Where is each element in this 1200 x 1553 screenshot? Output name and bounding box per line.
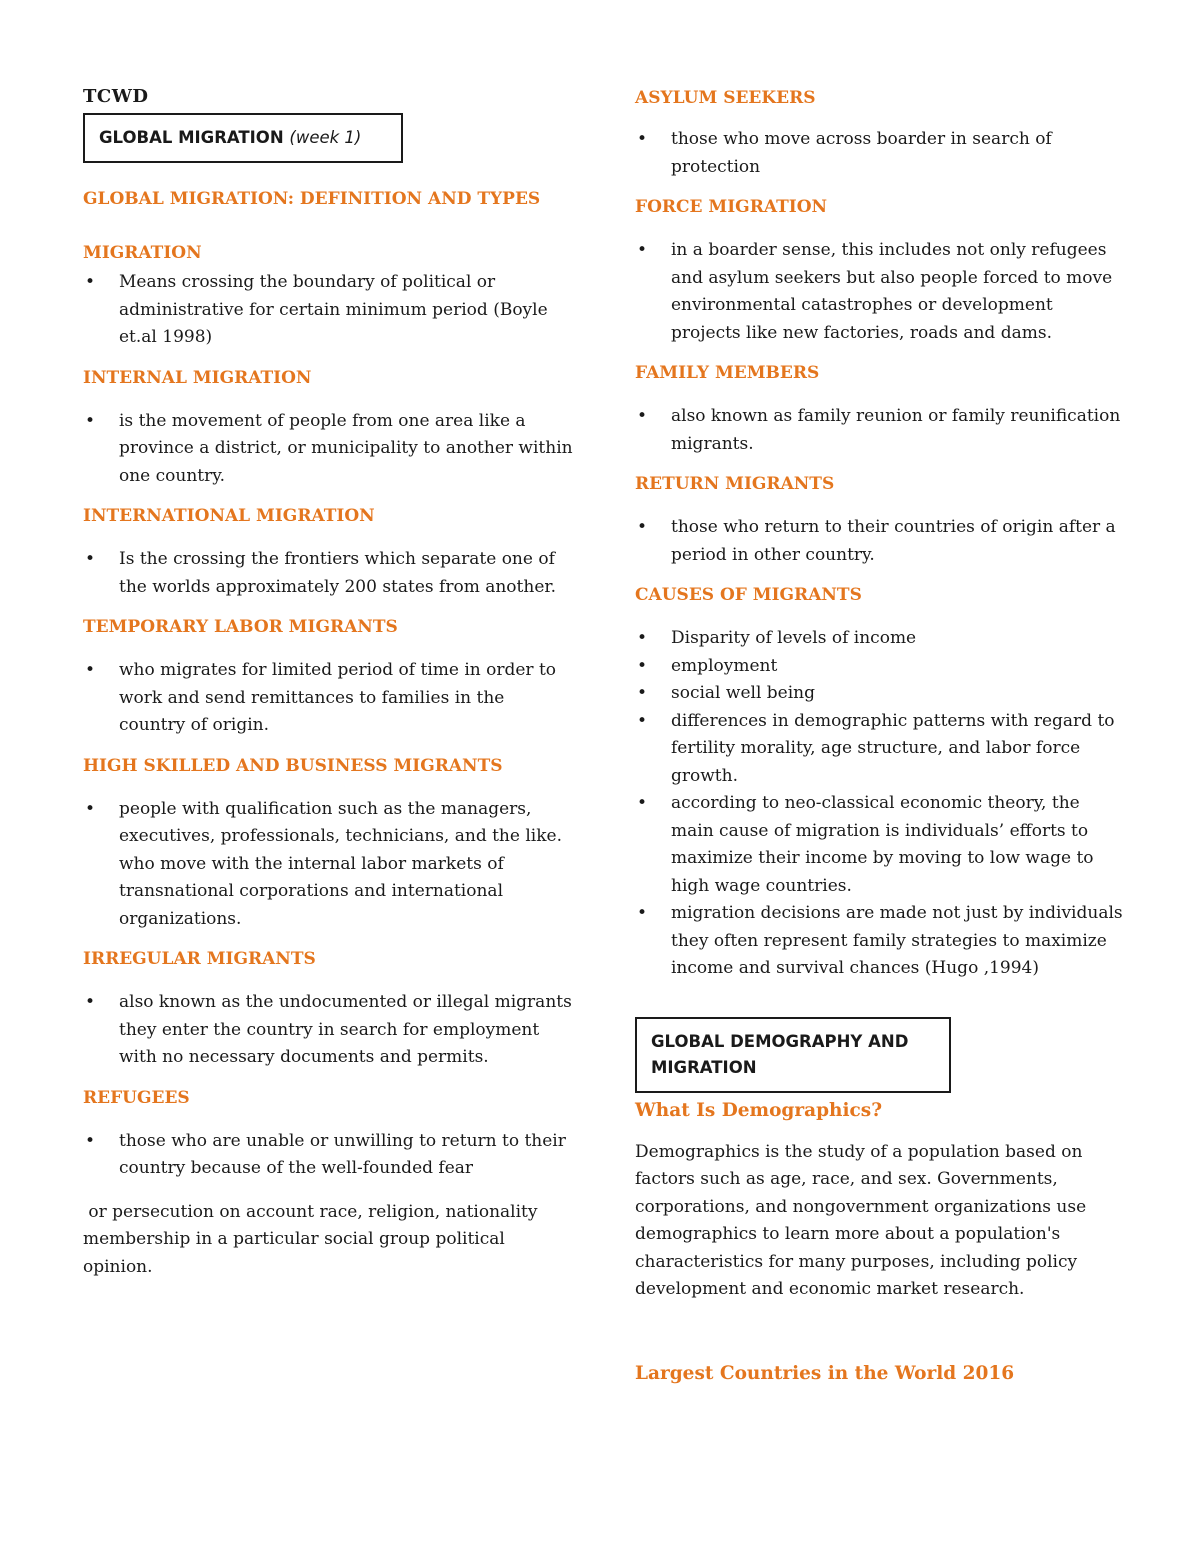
heading-family-members: FAMILY MEMBERS — [635, 363, 820, 383]
list-item: • Is the crossing the frontiers which separate one of the worlds approximately 200 states from another. — [83, 546, 573, 601]
list-item: • Disparity of levels of income — [635, 625, 1125, 653]
list-irregular-migrants — [83, 989, 573, 1072]
heading-internal-migration: INTERNAL MIGRATION — [83, 367, 312, 388]
list-high-skilled-migrants — [83, 796, 573, 934]
list-item: • those who return to their countries of origin after a period in other country. — [635, 514, 1125, 569]
box-subtitle: (week 1) — [289, 128, 362, 147]
document-code: TCWD — [83, 86, 149, 107]
list-item: • social well being — [635, 680, 1125, 708]
heading-migration: MIGRATION — [83, 243, 202, 263]
list-return-migrants — [635, 514, 1125, 569]
heading-refugees: REFUGEES — [83, 1087, 190, 1108]
list-international-migration — [83, 546, 573, 601]
main-heading: GLOBAL MIGRATION: DEFINITION AND TYPES — [83, 189, 541, 209]
list-temporary-labor-migrants — [83, 657, 573, 740]
list-force-migration — [635, 237, 1125, 347]
heading-largest-countries: Largest Countries in the World 2016 — [635, 1362, 1015, 1384]
heading-what-is-demographics: What Is Demographics? — [635, 1099, 883, 1121]
list-item: • according to neo-classical economic theory, the main cause of migration is individuals’ efforts to maximize their income by moving to low wage to high wage countries. — [635, 790, 1125, 900]
list-family-members — [635, 403, 1125, 458]
refugees-continuation: or persecution on account race, religion, nationality membership in a particular social group political opinion. — [83, 1201, 543, 1277]
list-item: • differences in demographic patterns with regard to fertility morality, age structure, and labor force growth. — [635, 708, 1125, 791]
heading-asylum-seekers: ASYLUM SEEKERS — [635, 88, 816, 108]
list-item: • migration decisions are made not just by individuals they often represent family strategies to maximize income and survival chances (Hugo ,1994) — [635, 900, 1125, 983]
list-item: • in a boarder sense, this includes not only refugees and asylum seekers but also people forced to move environmental catastrophes or development projects like new factories, roads and dams. — [635, 237, 1125, 347]
heading-international-migration: INTERNATIONAL MIGRATION — [83, 506, 375, 526]
section-box-global-migration — [83, 113, 403, 163]
section-box-global-demography — [635, 1017, 951, 1093]
heading-return-migrants: RETURN MIGRANTS — [635, 474, 835, 494]
left-column — [83, 84, 573, 1281]
list-asylum-seekers — [635, 126, 1125, 181]
box-title: GLOBAL MIGRATION — [99, 128, 284, 147]
list-item: • is the movement of people from one area like a province a district, or municipality to another within one country. — [83, 408, 573, 491]
list-refugees — [83, 1128, 573, 1183]
right-column — [635, 84, 1125, 1386]
list-item: • who migrates for limited period of time in order to work and send remittances to families in the country of origin. — [83, 657, 573, 740]
heading-high-skilled-migrants: HIGH SKILLED AND BUSINESS MIGRANTS — [83, 755, 503, 776]
list-item: • Means crossing the boundary of political or administrative for certain minimum period (Boyle et.al 1998) — [83, 269, 573, 352]
list-item: • those who move across boarder in search of protection — [635, 126, 1125, 181]
heading-force-migration: FORCE MIGRATION — [635, 197, 828, 217]
list-item: • also known as family reunion or family reunification migrants. — [635, 403, 1125, 458]
heading-irregular-migrants: IRREGULAR MIGRANTS — [83, 949, 316, 969]
box-title: GLOBAL DEMOGRAPHY AND MIGRATION — [651, 1031, 909, 1077]
heading-causes-of-migrants: CAUSES OF MIGRANTS — [635, 585, 862, 605]
list-item: • people with qualification such as the managers, executives, professionals, technicians, and the like. who move with the internal labor markets of transnational corporations and international organizations. — [83, 796, 573, 934]
list-internal-migration — [83, 408, 573, 491]
list-causes-of-migrants — [635, 625, 1125, 983]
list-item: • those who are unable or unwilling to return to their country because of the well-founded fear — [83, 1128, 573, 1183]
demographics-paragraph: Demographics is the study of a population based on factors such as age, race, and sex. Governments, corporations, and nongovernment organizations use demographics to learn more about a population's characteristics for many purposes, including policy development and economic market research. — [635, 1141, 1087, 1299]
list-item: • employment — [635, 653, 1125, 681]
list-item: • also known as the undocumented or illegal migrants they enter the country in search for employment with no necessary documents and permits. — [83, 989, 573, 1072]
list-migration — [83, 269, 573, 352]
heading-temporary-labor-migrants: TEMPORARY LABOR MIGRANTS — [83, 617, 398, 637]
